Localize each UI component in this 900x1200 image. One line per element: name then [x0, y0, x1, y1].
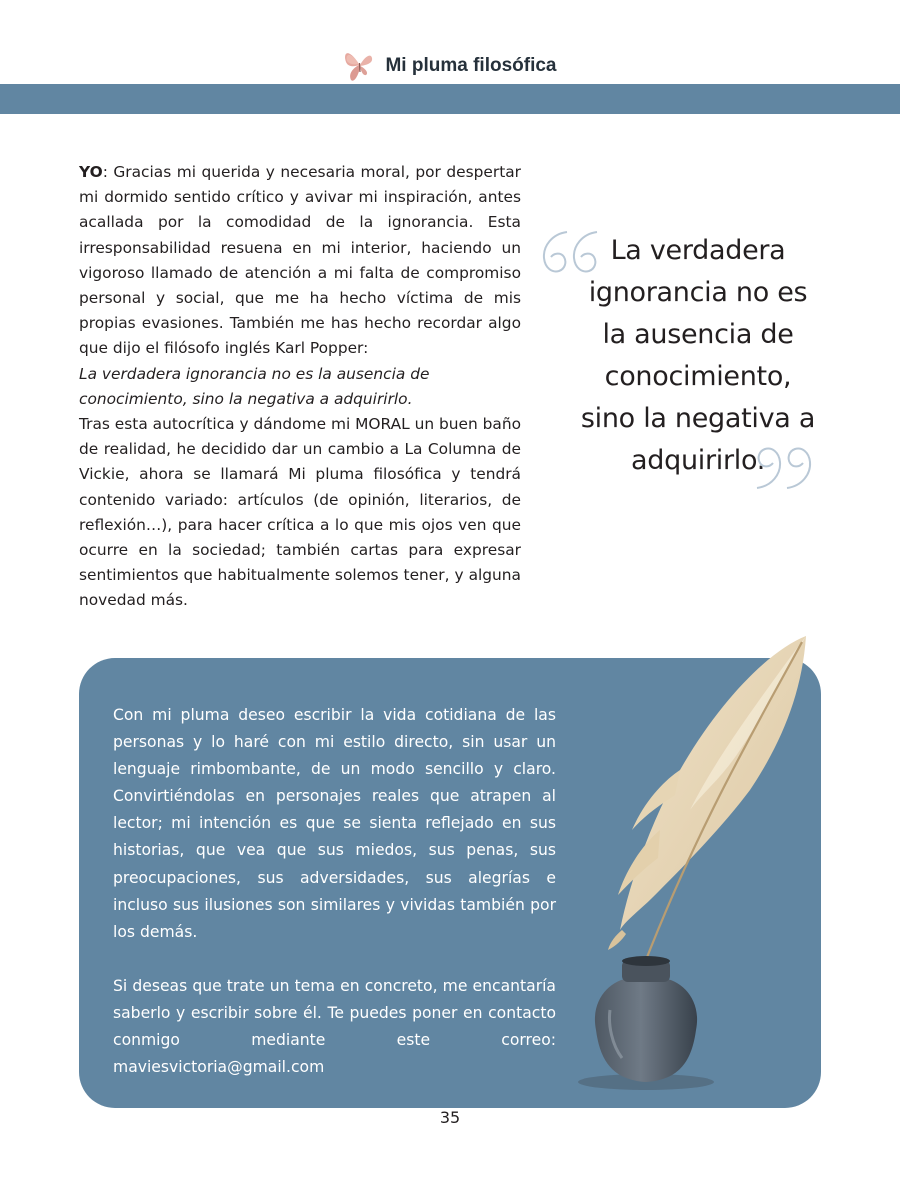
speaker-label: YO [79, 163, 103, 181]
box-paragraph-1: Con mi pluma deseo escribir la vida cotidiana de las personas y lo haré con mi estilo directo, sin usar un lenguaje rimbombante, de un modo sencillo y claro. Convirtiéndolas en personajes reales que atrapen al lector; mi intención es que se sienta reflejado en sus historias, que vea que sus miedos, sus penas, sus preocupaciones, sus adversidades, sus alegrías e incluso sus ilusiones son similares y vividas también por los demás. [113, 706, 556, 941]
quill-inkwell-illustration [570, 630, 820, 1100]
header-title: Mi pluma filosófica [385, 55, 557, 76]
page-header [0, 40, 900, 118]
pull-quote-line: conocimiento, [604, 361, 792, 392]
feather-icon [608, 636, 806, 982]
page-number: 35 [439, 1108, 461, 1127]
pull-quote-line: adquirirlo. [631, 445, 765, 476]
inkwell-icon [578, 956, 714, 1090]
pull-quote-line: ignorancia no es [588, 277, 808, 308]
paragraph-yo [79, 160, 521, 362]
box-paragraph-2: Si deseas que trate un tema en concreto, me encantaría saberlo y escribir sobre él. Te puedes poner en contacto conmigo mediante este correo: maviesvictoria@gmail.com [113, 976, 556, 1077]
header-band [0, 84, 900, 114]
pull-quote [540, 220, 840, 500]
close-quote-icon [752, 442, 814, 498]
main-text [79, 160, 521, 614]
header-title-row [0, 48, 900, 84]
pull-quote-line: sino la negativa a [580, 403, 816, 434]
pull-quote-line: la ausencia de [602, 319, 794, 350]
pull-quote-line: La verdadera [610, 235, 786, 266]
butterfly-icon [343, 44, 377, 88]
popper-quote: La verdadera ignorancia no es la ausencia de conocimiento, sino la negativa a adquirirlo. [79, 364, 430, 408]
paragraph-change: Tras esta autocrítica y dándome mi MORAL un buen baño de realidad, he decidido dar un cambio a La Columna de Vickie, ahora se llamará Mi pluma filosófica y tendrá contenido variado: artículos (de opinión, literarios, de reflexión…), para hacer crítica a lo que mis ojos ven que ocurre en la sociedad; también cartas para expresar sentimientos que habitualmente solemos tener, y alguna novedad más. [79, 415, 521, 610]
paragraph-yo-text: : Gracias mi querida y necesaria moral, por despertar mi dormido sentido crítico y avivar mi inspiración, antes acallada por la comodidad de la ignorancia. Esta irresponsabilidad resuena en mi interior, haciendo un vigoroso llamado de atención a mi falta de compromiso personal y social, que me ha hecho víctima de mis propias evasiones. También me has hecho recordar algo que dijo el filósofo inglés Karl Popper: [79, 163, 521, 358]
info-box-text [113, 702, 556, 1081]
